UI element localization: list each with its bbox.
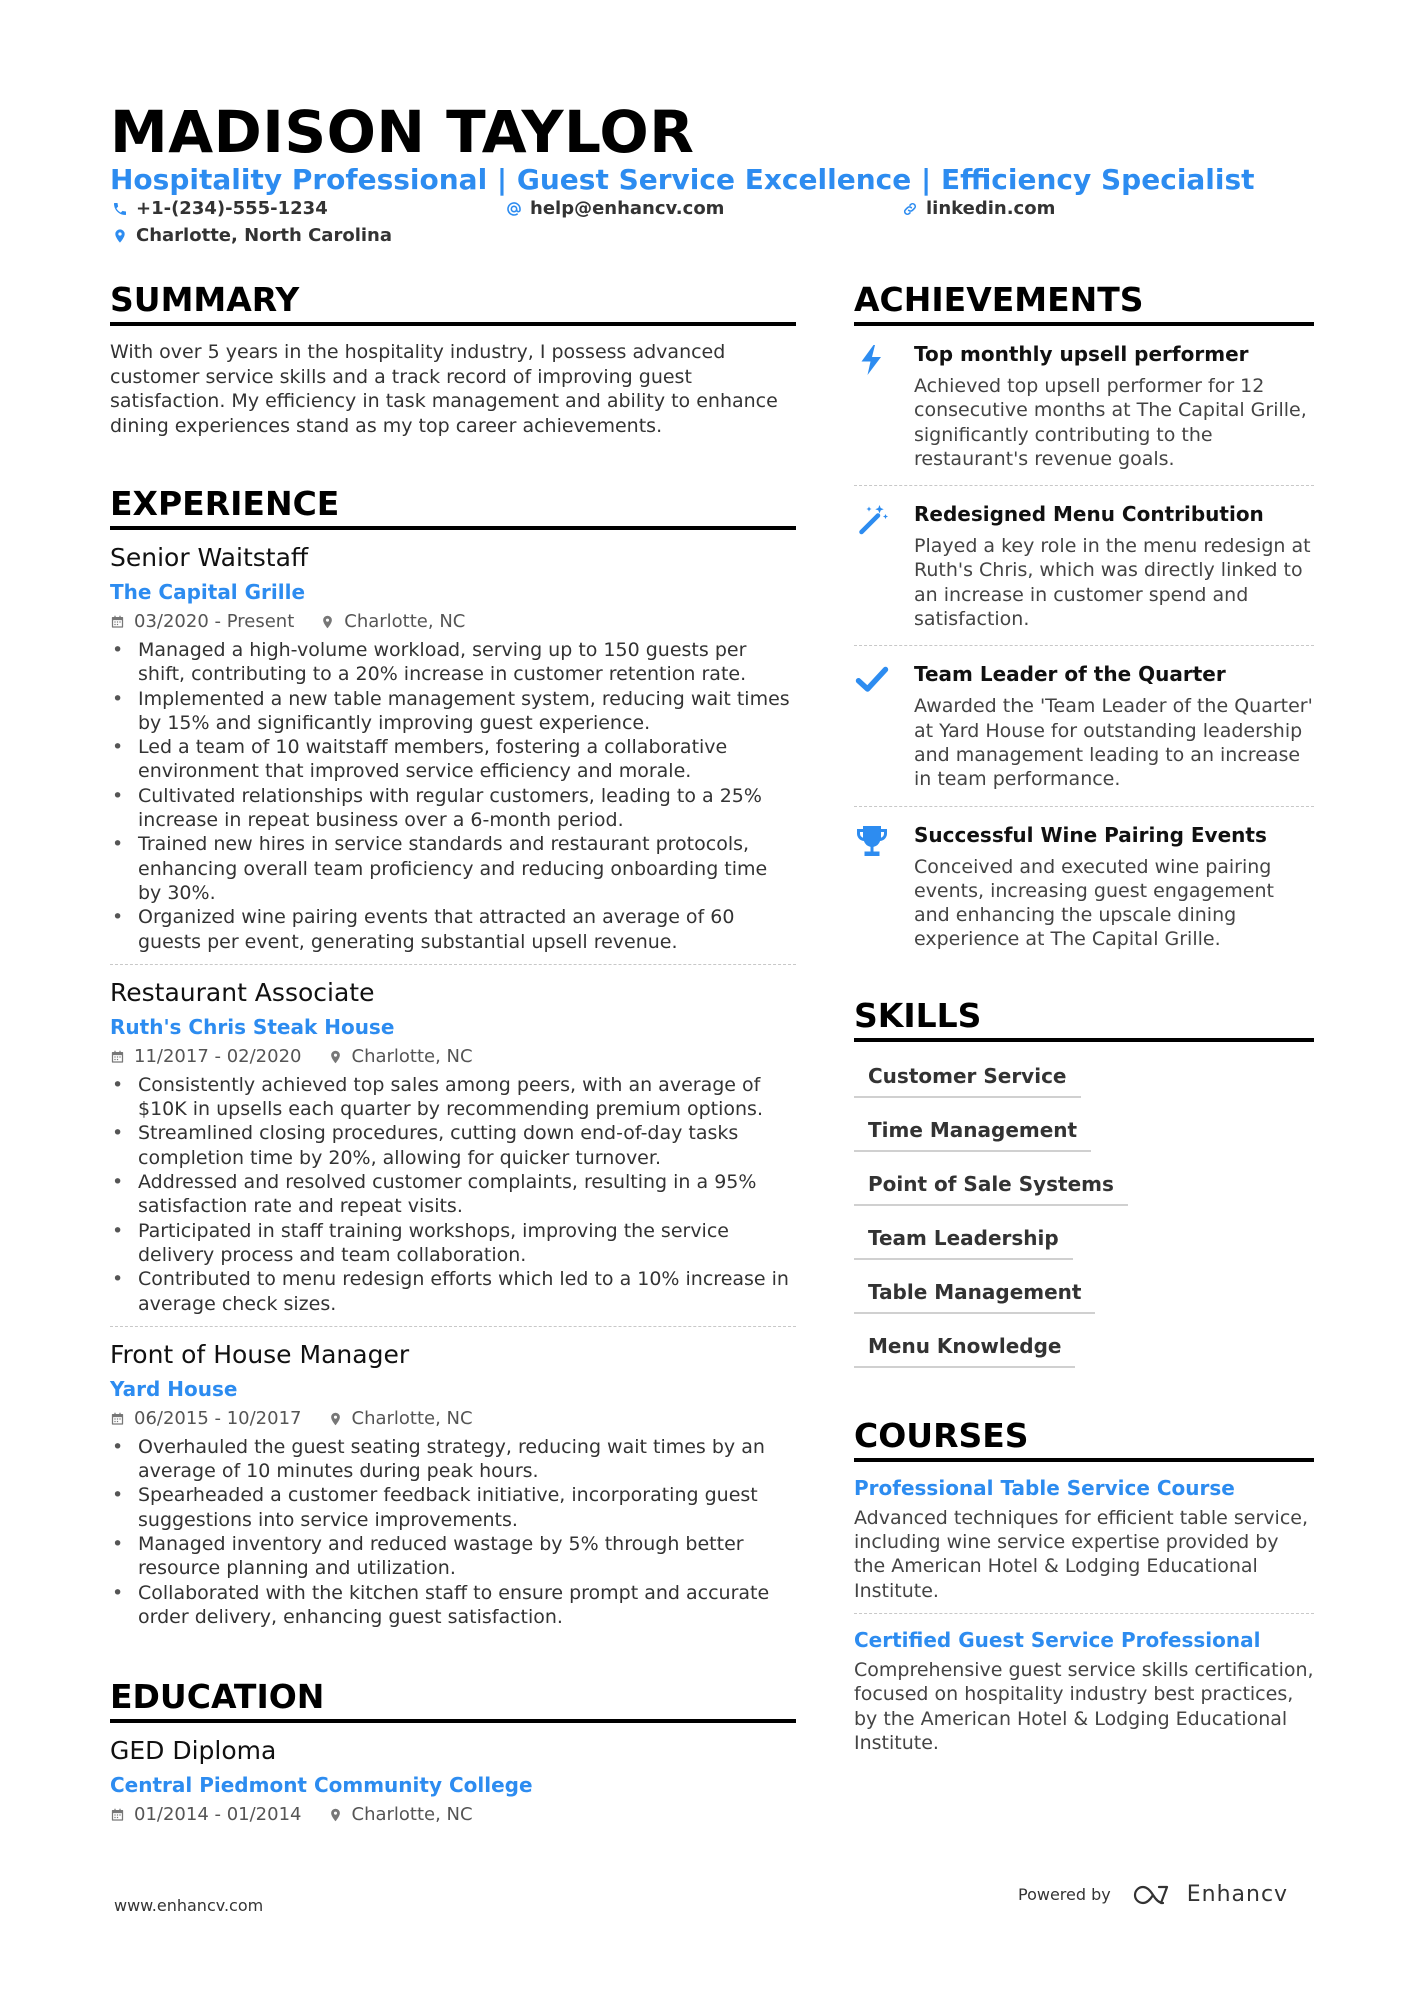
job-bullets xyxy=(110,638,796,954)
job-role: Front of House Manager xyxy=(110,1339,410,1369)
courses-title: COURSES xyxy=(854,1416,1314,1462)
entry-divider xyxy=(854,1613,1314,1614)
achievement-title: Team Leader of the Quarter xyxy=(914,662,1226,687)
calendar-icon xyxy=(110,1049,125,1065)
job-location-text: Charlotte, NC xyxy=(351,1045,473,1067)
job-bullets xyxy=(110,1073,796,1316)
skills-section xyxy=(854,996,1314,1380)
job-dates xyxy=(110,610,294,634)
achievement-desc: Played a key role in the menu redesign at Ruth's Chris, which was directly linked to an increase in customer spend and satisfaction. xyxy=(914,535,1311,631)
bullet-item: • Participated in staff training workshops, improving the service delivery process and team collaboration. xyxy=(110,1219,796,1268)
bullet-item: • Addressed and resolved customer complaints, resulting in a 95% satisfaction rate and repeat visits. xyxy=(110,1170,796,1219)
bullet-item: • Trained new hires in service standards and restaurant protocols, enhancing overall team proficiency and reducing onboarding time by 30%. xyxy=(110,832,796,905)
phone-icon xyxy=(112,201,128,217)
bullet-item: • Collaborated with the kitchen staff to ensure prompt and accurate order delivery, enhancing guest satisfaction. xyxy=(110,1581,796,1630)
candidate-name: MADISON TAYLOR xyxy=(110,98,695,166)
location-pin-icon xyxy=(328,1049,343,1065)
job-dates-text: 03/2020 - Present xyxy=(134,611,295,632)
course-title: Certified Guest Service Professional xyxy=(854,1627,1261,1652)
education-title: EDUCATION xyxy=(110,1677,796,1723)
bullet-item: • Managed a high-volume workload, serving up to 150 guests per shift, contributing to a 20% increase in customer retention rate. xyxy=(110,638,796,687)
job-meta xyxy=(110,1045,796,1069)
location-pin-icon xyxy=(320,614,335,630)
skill-tag: Team Leadership xyxy=(854,1218,1073,1260)
experience-title: EXPERIENCE xyxy=(110,484,796,530)
course-title: Professional Table Service Course xyxy=(854,1475,1235,1500)
job-dates xyxy=(110,1407,302,1431)
job-location xyxy=(328,1407,473,1431)
link-icon xyxy=(902,201,918,217)
calendar-icon xyxy=(110,614,125,630)
skill-tag: Customer Service xyxy=(854,1056,1081,1098)
skill-tag: Point of Sale Systems xyxy=(854,1164,1128,1206)
job-company: Yard House xyxy=(110,1376,238,1401)
enhancv-logo-icon xyxy=(1133,1883,1177,1907)
at-sign-icon xyxy=(506,201,522,217)
experience-section xyxy=(110,484,796,1629)
job-dates-text: 06/2015 - 10/2017 xyxy=(134,1407,302,1429)
achievements-title: ACHIEVEMENTS xyxy=(854,280,1314,326)
job-company: The Capital Grille xyxy=(110,580,306,604)
course-desc: Comprehensive guest service skills certification, focused on hospitality industry best practices, by the American Hotel & Lodging Educational Institute. xyxy=(854,1658,1314,1754)
trophy-icon xyxy=(854,823,890,859)
bullet-item: • Led a team of 10 waitstaff members, fostering a collaborative environment that improved service efficiency and morale. xyxy=(110,735,796,784)
bullet-item: • Organized wine pairing events that attracted an average of 60 guests per event, generating substantial upsell revenue. xyxy=(110,905,796,954)
location-pin-icon xyxy=(328,1807,343,1823)
achievement-item xyxy=(854,486,1314,645)
summary-text: With over 5 years in the hospitality industry, I possess advanced customer service skills and a track record of improving guest satisfaction. My efficiency in task management and ability to enhance dining experiences stand as my top career achievements. xyxy=(110,341,778,437)
contact-phone[interactable] xyxy=(112,198,328,219)
job-meta xyxy=(110,610,796,634)
achievement-title: Top monthly upsell performer xyxy=(914,342,1249,366)
achievement-desc: Conceived and executed wine pairing events, increasing guest engagement and enhancing the upscale dining experience at The Capital Grille. xyxy=(914,855,1274,951)
education-location-text: Charlotte, NC xyxy=(351,1804,473,1826)
location-text: Charlotte, North Carolina xyxy=(136,225,392,246)
skills-list xyxy=(854,1056,1314,1380)
achievement-item xyxy=(854,646,1314,805)
job-role: Senior Waitstaff xyxy=(110,543,309,572)
footer-website[interactable]: www.enhancv.com xyxy=(114,1896,264,1915)
achievement-desc: Achieved top upsell performer for 12 consecutive months at The Capital Grille, significantly contributing to the restaurant's revenue goals. xyxy=(914,375,1307,470)
education-dates-text: 01/2014 - 01/2014 xyxy=(134,1804,302,1826)
summary-section xyxy=(110,280,796,438)
calendar-icon xyxy=(110,1411,125,1427)
location-pin-icon xyxy=(112,228,128,244)
achievement-title: Successful Wine Pairing Events xyxy=(914,822,1267,847)
job-dates-text: 11/2017 - 02/2020 xyxy=(134,1045,302,1067)
bullet-item: • Contributed to menu redesign efforts which led to a 10% increase in average check sizes. xyxy=(110,1267,796,1316)
bullet-item: • Overhauled the guest seating strategy, reducing wait times by an average of 10 minutes during peak hours. xyxy=(110,1435,796,1484)
course-desc: Advanced techniques for efficient table service, including wine service expertise provided by the American Hotel & Lodging Educational Institute. xyxy=(854,1506,1308,1602)
skill-tag: Time Management xyxy=(854,1110,1091,1152)
location-pin-icon xyxy=(328,1411,343,1427)
achievement-item xyxy=(854,326,1314,485)
right-column xyxy=(854,280,1314,1755)
bullet-item: • Implemented a new table management system, reducing wait times by 15% and significantly improving guest experience. xyxy=(110,687,796,736)
education-dates xyxy=(110,1803,302,1827)
entry-divider xyxy=(110,1326,796,1327)
left-column xyxy=(110,280,796,1827)
contact-location xyxy=(112,225,392,246)
enhancv-logo-text: Enhancv xyxy=(1186,1882,1289,1907)
job-location xyxy=(320,610,465,634)
achievement-desc: Awarded the 'Team Leader of the Quarter' at Yard House for outstanding leadership and management leading to an increase in team performance. xyxy=(914,695,1313,791)
checkmark-icon xyxy=(854,662,890,698)
bullet-item: • Consistently achieved top sales among peers, with an average of $10K in upsells each quarter by recommending premium options. xyxy=(110,1073,796,1122)
contact-email[interactable] xyxy=(506,198,724,219)
experience-entry xyxy=(110,1339,796,1629)
bullet-item: • Cultivated relationships with regular customers, leading to a 25% increase in repeat business over a 6-month period. xyxy=(110,784,796,833)
education-meta xyxy=(110,1803,796,1827)
enhancv-logo[interactable] xyxy=(1133,1882,1288,1907)
magic-wand-icon xyxy=(854,502,890,538)
bullet-item: • Managed inventory and reduced wastage by 5% through better resource planning and utilization. xyxy=(110,1532,796,1581)
job-bullets xyxy=(110,1435,796,1629)
education-school: Central Piedmont Community College xyxy=(110,1773,533,1798)
courses-section xyxy=(854,1416,1314,1755)
job-location-text: Charlotte, NC xyxy=(351,1407,473,1429)
linkedin-text: linkedin.com xyxy=(926,198,1056,219)
skill-tag: Table Management xyxy=(854,1272,1095,1314)
bullet-item: • Streamlined closing procedures, cutting down end-of-day tasks completion time by 20%, allowing for quicker turnover. xyxy=(110,1121,796,1170)
powered-by-label: Powered by xyxy=(1018,1885,1111,1904)
job-location-text: Charlotte, NC xyxy=(344,611,466,632)
course-item xyxy=(854,1626,1314,1755)
summary-title: SUMMARY xyxy=(110,280,796,326)
achievements-section xyxy=(854,280,1314,966)
job-meta xyxy=(110,1407,796,1431)
bullet-item: • Spearheaded a customer feedback initiative, incorporating guest suggestions into service improvements. xyxy=(110,1483,796,1532)
email-text: help@enhancv.com xyxy=(530,198,725,219)
job-role: Restaurant Associate xyxy=(110,977,375,1007)
phone-text: +1-(234)-555-1234 xyxy=(136,198,328,219)
education-location xyxy=(328,1803,473,1827)
experience-entry xyxy=(110,977,796,1327)
lightning-icon xyxy=(854,342,890,378)
job-company: Ruth's Chris Steak House xyxy=(110,1014,395,1039)
contact-linkedin[interactable] xyxy=(902,198,1055,219)
footer-branding xyxy=(1018,1882,1288,1907)
education-section xyxy=(110,1677,796,1827)
skills-title: SKILLS xyxy=(854,996,1314,1042)
candidate-headline: Hospitality Professional | Guest Service Excellence | Efficiency Specialist xyxy=(110,163,1255,196)
achievement-item xyxy=(854,807,1314,966)
job-dates xyxy=(110,1045,302,1069)
skill-tag: Menu Knowledge xyxy=(854,1326,1075,1368)
experience-entry xyxy=(110,542,796,965)
entry-divider xyxy=(110,964,796,965)
calendar-icon xyxy=(110,1807,125,1823)
job-location xyxy=(328,1045,473,1069)
achievement-title: Redesigned Menu Contribution xyxy=(914,502,1264,527)
education-degree: GED Diploma xyxy=(110,1736,277,1766)
course-item xyxy=(854,1474,1314,1603)
